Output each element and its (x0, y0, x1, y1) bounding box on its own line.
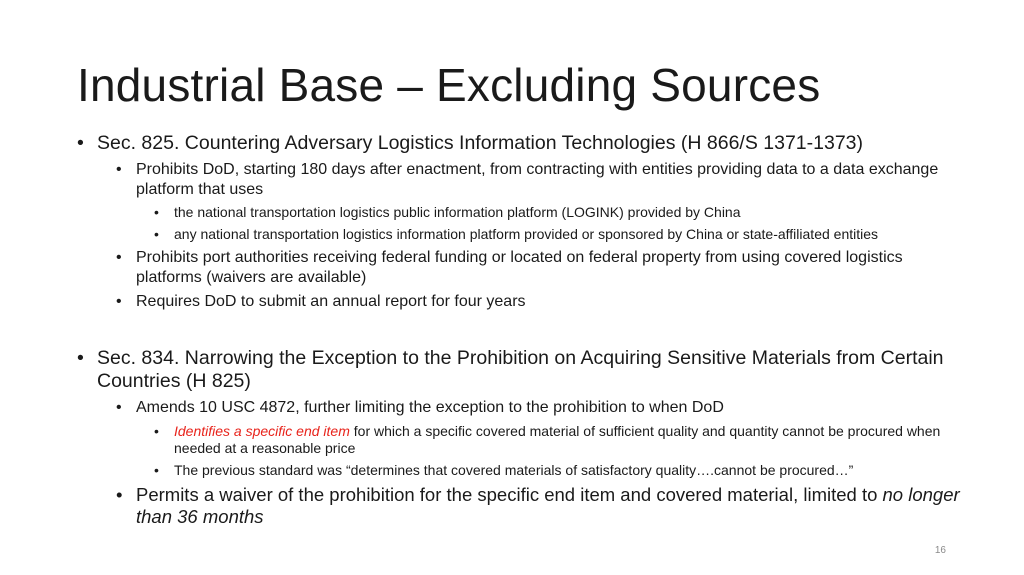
bullet-sec-834 (77, 347, 967, 393)
bullet-annual-report (77, 292, 967, 312)
page-number: 16 (934, 545, 946, 556)
bullet-amends (77, 398, 967, 418)
any-platform-text: any national transportation logistics information platform provided or sponsored by China or state-affiliated entities (174, 226, 879, 242)
sec-834-heading: Sec. 834. Narrowing the Exception to the Prohibition on Acquiring Sensitive Materials from Certain Countries (H 825) (97, 347, 944, 392)
identifies-highlight: Identifies a specific end item (174, 423, 350, 439)
bullet-loginks (77, 204, 967, 221)
port-authorities-text: Prohibits port authorities receiving federal funding or located on federal property from using covered logistics platforms (waivers are available) (136, 249, 903, 286)
waiver-lead: Permits a waiver of the prohibition for the specific end item and covered material, limited to (136, 484, 883, 505)
previous-standard-text: The previous standard was “determines that covered materials of satisfactory quality….cannot be procured…” (174, 462, 854, 478)
bullet-prohibits-dod (77, 160, 967, 200)
bullet-previous-standard (77, 462, 967, 479)
bullet-waiver (77, 484, 967, 528)
slide-title: Industrial Base – Excluding Sources (77, 59, 821, 111)
bullet-port-authorities (77, 248, 967, 288)
prohibits-dod-text: Prohibits DoD, starting 180 days after enactment, from contracting with entities providing data to a data exchange platform that uses (136, 161, 939, 198)
bullet-sec-825 (77, 132, 967, 155)
waiver-emphasis: no longer than 36 months (136, 484, 960, 527)
bullet-any-platform (77, 226, 967, 243)
sec-825-heading: Sec. 825. Countering Adversary Logistics Information Technologies (H 866/S 1371-1373) (97, 132, 864, 154)
slide-body (77, 132, 967, 528)
amends-text: Amends 10 USC 4872, further limiting the exception to the prohibition to when DoD (136, 399, 724, 416)
identifies-rest: for which a specific covered material of sufficient quality and quantity cannot be procured when needed at a reasonable price (174, 423, 941, 456)
loginks-text: the national transportation logistics public information platform (LOGINK) provided by China (174, 204, 741, 220)
annual-report-text: Requires DoD to submit an annual report for four years (136, 293, 526, 310)
bullet-identifies (77, 423, 967, 457)
